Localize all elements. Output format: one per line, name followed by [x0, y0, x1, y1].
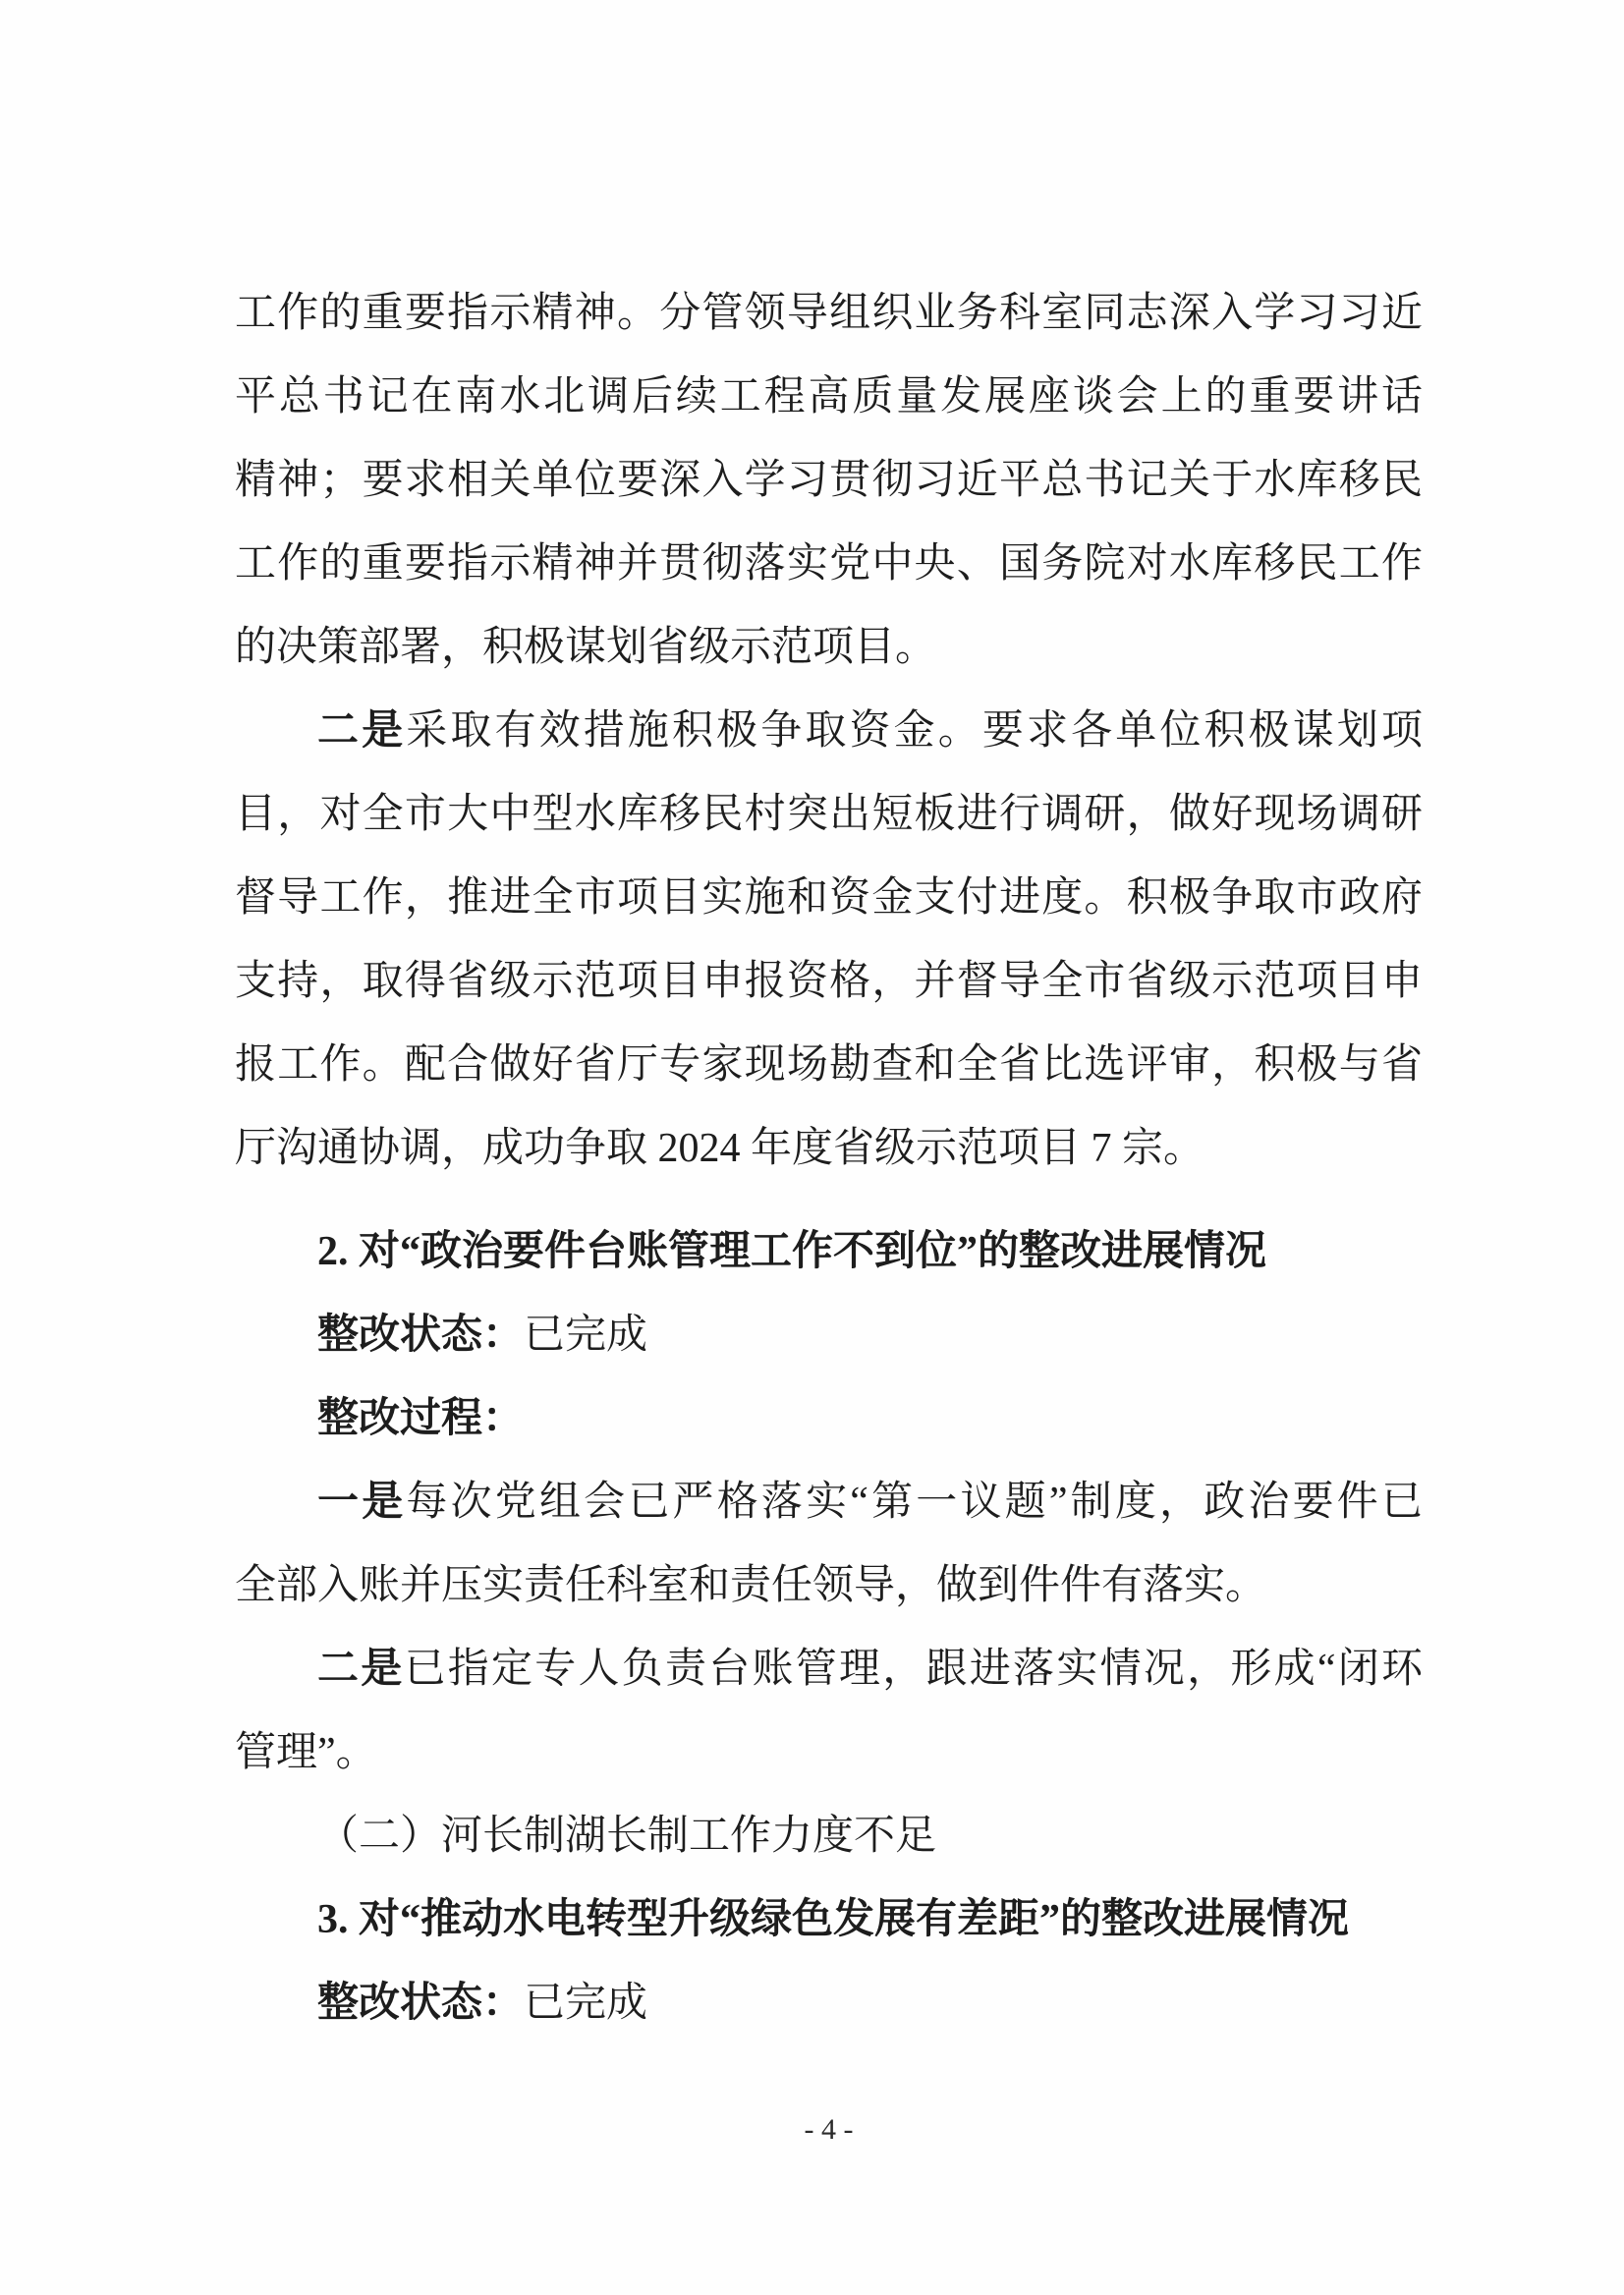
- item-2-point-1: [235, 1461, 1423, 1628]
- status-label: 整改状态：: [317, 1313, 525, 1358]
- paragraph-continued: [235, 272, 1423, 690]
- paragraph-lead: 一是: [317, 1480, 407, 1525]
- paragraph-line-text: 每次党组会已严格落实“第一议题”制度，政治要件已: [406, 1480, 1423, 1525]
- paragraph-line: 的决策部署，积极谋划省级示范项目。: [235, 625, 937, 670]
- paragraph-lead: 二是: [317, 1647, 405, 1692]
- paragraph-line-text: 采取有效措施积极争取资金。要求各单位积极谋划项: [406, 708, 1423, 754]
- section-2-heading: （二）河长制湖长制工作力度不足: [317, 1814, 937, 1859]
- body-text: [235, 272, 1423, 2045]
- paragraph-line: 全部入账并压实责任科室和责任领导，做到件件有落实。: [235, 1563, 1267, 1608]
- status-value: 已完成: [524, 1981, 648, 2026]
- paragraph-line: [235, 1628, 1423, 1711]
- paragraph-line-text: 已指定专人负责台账管理，跟进落实情况，形成“闭环: [404, 1647, 1423, 1692]
- item-2-status: [235, 1294, 1423, 1377]
- item-3-status: [235, 1962, 1423, 2045]
- item-2-point-2: [235, 1628, 1423, 1795]
- paragraph-line: [235, 1461, 1423, 1544]
- paragraph-funding: [235, 690, 1423, 1191]
- paragraph-lead: 二是: [317, 708, 407, 754]
- paragraph-line: 精神；要求相关单位要深入学习贯彻习近平总书记关于水库移民: [235, 458, 1423, 503]
- paragraph-line: 支持，取得省级示范项目申报资格，并督导全市省级示范项目申: [235, 959, 1423, 1004]
- paragraph-line: 平总书记在南水北调后续工程高质量发展座谈会上的重要讲话: [235, 374, 1423, 420]
- paragraph-line: 督导工作，推进全市项目实施和资金支付进度。积极争取市政府: [235, 875, 1423, 921]
- paragraph-line: [235, 690, 1423, 773]
- paragraph-line: 工作的重要指示精神并贯彻落实党中央、国务院对水库移民工作: [235, 541, 1423, 587]
- paragraph-line: 工作的重要指示精神。分管领导组织业务科室同志深入学习习近: [235, 291, 1423, 336]
- paragraph-line: 厅沟通协调，成功争取 2024 年度省级示范项目 7 宗。: [235, 1126, 1205, 1171]
- item-3-heading: 3. 对“推动水电转型升级绿色发展有差距”的整改进展情况: [317, 1897, 1350, 1942]
- paragraph-line: 报工作。配合做好省厅专家现场勘查和全省比选评审，积极与省: [235, 1042, 1423, 1088]
- status-label: 整改状态：: [317, 1981, 525, 2026]
- paragraph-line: 目，对全市大中型水库移民村突出短板进行调研，做好现场调研: [235, 792, 1423, 837]
- page-number: - 4 -: [804, 2113, 854, 2146]
- item-2-heading: 2. 对“政治要件台账管理工作不到位”的整改进展情况: [317, 1229, 1267, 1274]
- status-value: 已完成: [524, 1313, 648, 1358]
- paragraph-line: 管理”。: [235, 1730, 377, 1775]
- item-2-process-label: 整改过程：: [317, 1396, 525, 1441]
